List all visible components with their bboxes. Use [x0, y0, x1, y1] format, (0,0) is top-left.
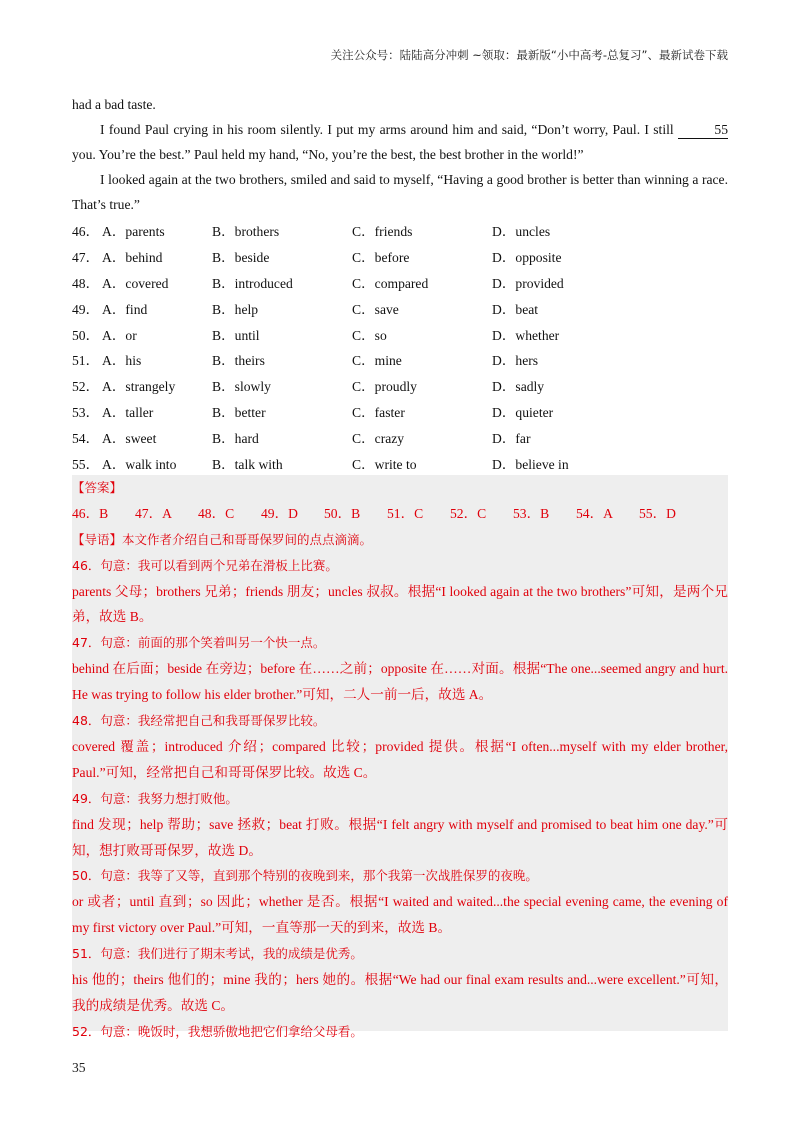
item-meaning: 49．句意：我努力想打败他。 — [72, 790, 238, 806]
option-c: C．friends — [352, 223, 413, 239]
question-number: 53． — [72, 405, 100, 421]
item-explanation: his 他的；theirs 他们的；mine 我的；hers 她的。根据“We had our final exam results and...were excellent.”可知，我的成绩是优秀。故选 C。 — [72, 972, 728, 1013]
answer-item: 51．C — [387, 505, 424, 521]
option-b: B．introduced — [212, 275, 293, 291]
page-header-note: 关注公众号：陆陆高分冲刺 ~领取：最新版“小中高考-总复习”、最新试卷下载 — [330, 48, 728, 62]
item-meaning: 48．句意：我经常把自己和我哥哥保罗比较。 — [72, 713, 326, 729]
option-c: C．write to — [352, 456, 417, 472]
option-a: A．walk into — [102, 456, 177, 472]
question-number: 50． — [72, 327, 100, 343]
passage-and-options — [72, 92, 728, 476]
option-row — [72, 398, 728, 424]
guide-text: 【导语】本文作者介绍自己和哥哥保罗间的点点滴滴。 — [72, 531, 373, 547]
passage-paragraph-2 — [72, 117, 728, 167]
option-b: B．brothers — [212, 223, 280, 239]
option-d: D．uncles — [492, 223, 551, 239]
option-a: A．covered — [102, 275, 169, 291]
question-number: 49． — [72, 301, 100, 317]
option-row — [72, 450, 728, 476]
answer-item: 46．B — [72, 505, 109, 521]
option-b: B．slowly — [212, 379, 271, 395]
option-d: D．provided — [492, 275, 564, 291]
answer-item: 54．A — [576, 505, 614, 521]
option-d: D．quieter — [492, 405, 554, 421]
question-number: 52． — [72, 379, 100, 395]
option-a: A．strangely — [102, 379, 176, 395]
option-row — [72, 243, 728, 269]
option-c: C．compared — [352, 275, 429, 291]
option-row — [72, 424, 728, 450]
option-c: C．mine — [352, 353, 402, 369]
option-b: B．talk with — [212, 456, 283, 472]
option-b: B．help — [212, 301, 259, 317]
question-number: 51． — [72, 353, 100, 369]
option-b: B．beside — [212, 249, 270, 265]
option-c: C．so — [352, 327, 387, 343]
option-d: D．beat — [492, 301, 539, 317]
answer-item: 52．C — [450, 505, 487, 521]
option-row — [72, 269, 728, 295]
option-b: B．better — [212, 405, 266, 421]
option-row — [72, 372, 728, 398]
option-c: C．crazy — [352, 431, 405, 447]
item-explanation: parents 父母；brothers 兄弟；friends 朋友；uncles 叔叔。根据“I looked again at the two brothers”可知，是两个兄弟，故选 B。 — [72, 583, 728, 625]
passage-text: I found Paul crying in his room silently. I put my arms around him and said, “Don’t worry, Paul. I still — [100, 122, 678, 137]
answer-item: 50．B — [324, 505, 361, 521]
option-c: C．save — [352, 301, 399, 317]
passage-paragraph-1: had a bad taste. — [72, 97, 156, 112]
option-a: A．sweet — [102, 431, 157, 447]
option-a: A．his — [102, 353, 142, 369]
option-a: A．taller — [102, 405, 154, 421]
option-d: D．hers — [492, 353, 539, 369]
option-row — [72, 321, 728, 347]
item-explanation: find 发现；help 帮助；save 拯救；beat 打败。根据“I felt angry with myself and promised to beat him one day.”可知，想打败哥哥保罗，故选 D。 — [72, 816, 728, 858]
question-number: 47． — [72, 249, 100, 265]
question-number: 46． — [72, 223, 100, 239]
option-c: C．before — [352, 249, 410, 265]
option-row — [72, 217, 728, 243]
option-c: C．faster — [352, 405, 405, 421]
answer-item: 55．D — [639, 505, 677, 521]
option-d: D．opposite — [492, 249, 562, 265]
options-list — [72, 217, 728, 476]
option-d: D．far — [492, 431, 531, 447]
answer-item: 47．A — [135, 505, 173, 521]
passage-text: you. You’re the best.” Paul held my hand, “No, you’re the best, the best brother in the world!” — [72, 147, 584, 162]
option-row — [72, 346, 728, 372]
option-a: A．or — [102, 327, 137, 343]
item-meaning: 47．句意：前面的那个笑着叫另一个快一点。 — [72, 635, 326, 651]
question-number: 55． — [72, 456, 100, 472]
option-d: D．believe in — [492, 456, 569, 472]
item-explanation: covered 覆盖；introduced 介绍；compared 比较；provided 提供。根据“I often...myself with my elder brother, Paul.”可知，经常把自己和哥哥保罗比较。故选 C。 — [72, 738, 728, 780]
answer-heading: 【答案】 — [72, 480, 123, 495]
answer-item: 53．B — [513, 505, 550, 521]
answer-item: 49．D — [261, 505, 299, 521]
option-b: B．theirs — [212, 353, 265, 369]
item-explanation: behind 在后面；beside 在旁边；before 在……之前；opposite 在……对面。根据“The one...seemed angry and hurt. He was trying to follow his elder brother.”可知，二人一前一后，故选 A。 — [72, 661, 728, 703]
option-c: C．proudly — [352, 379, 417, 395]
option-d: D．whether — [492, 327, 560, 343]
item-meaning: 51．句意：我们进行了期末考试，我的成绩是优秀。 — [72, 946, 363, 962]
option-b: B．hard — [212, 431, 259, 447]
blank-55: 55 — [678, 122, 728, 139]
question-number: 54． — [72, 431, 100, 447]
question-number: 48． — [72, 275, 100, 291]
page-number: 35 — [72, 1060, 86, 1075]
option-a: A．parents — [102, 223, 165, 239]
option-a: A．find — [102, 301, 148, 317]
answer-item: 48．C — [198, 505, 235, 521]
item-meaning: 50．句意：我等了又等，直到那个特别的夜晚到来，那个我第一次战胜保罗的夜晚。 — [72, 868, 538, 884]
passage-paragraph-3: I looked again at the two brothers, smiled and said to myself, “Having a good brother is better than winning a race. That’s true.” — [72, 172, 728, 212]
option-a: A．behind — [102, 249, 163, 265]
option-row — [72, 295, 728, 321]
item-explanation: or 或者；until 直到；so 因此；whether 是否。根据“I waited and waited...the special evening came, the evening of my first victory over Paul.”可知，一直等那一天的到来，故选 B。 — [72, 894, 728, 936]
option-d: D．sadly — [492, 379, 545, 395]
answer-analysis-box — [72, 475, 728, 1039]
item-meaning: 46．句意：我可以看到两个兄弟在滑板上比赛。 — [72, 557, 338, 573]
item-meaning: 52．句意：晚饭时，我想骄傲地把它们拿给父母看。 — [72, 1023, 363, 1039]
answer-key-row — [72, 501, 728, 527]
option-b: B．until — [212, 327, 260, 343]
